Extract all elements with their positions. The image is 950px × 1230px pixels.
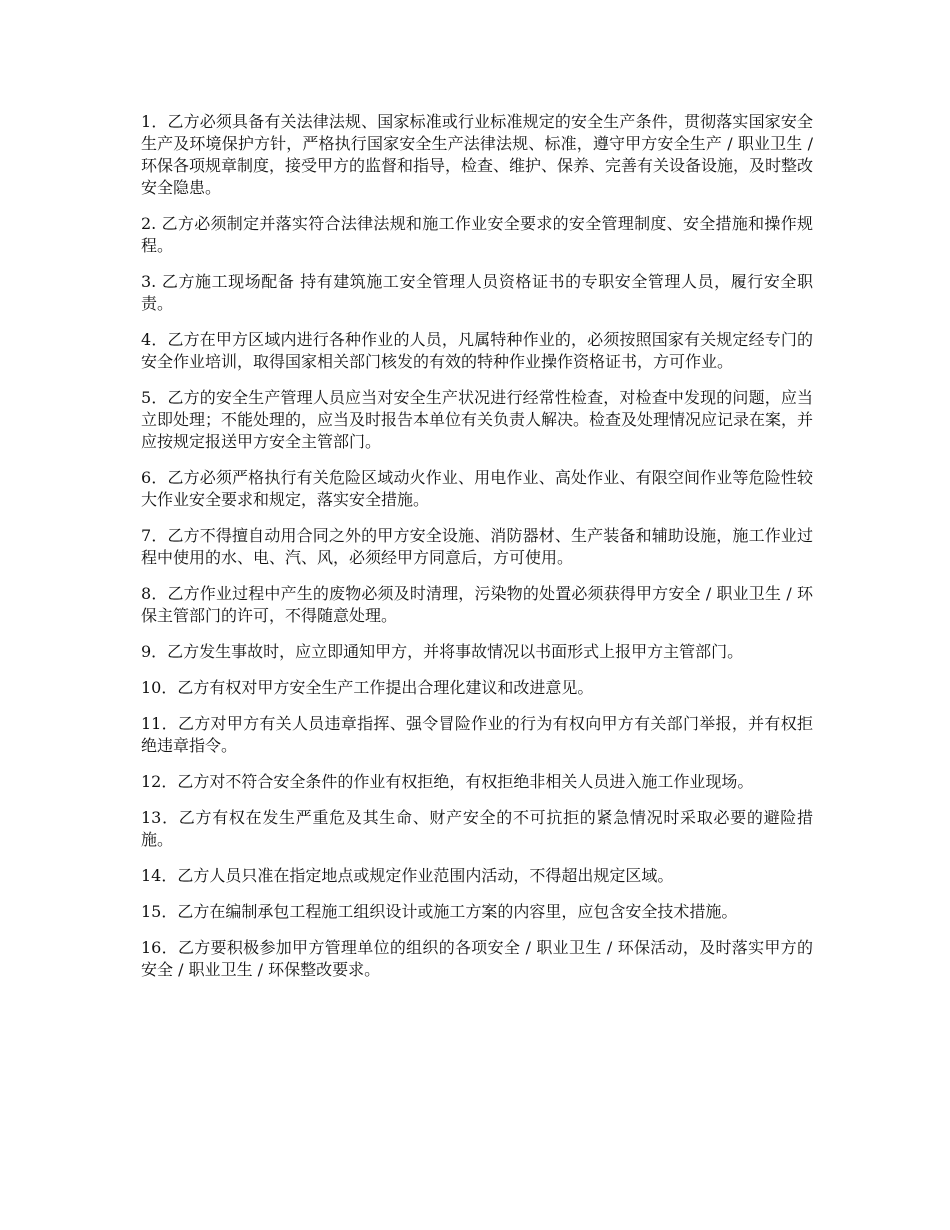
clause-12: 12．乙方对不符合安全条件的作业有权拒绝，有权拒绝非相关人员进入施工作业现场。 (141, 772, 754, 791)
clause-14: 14．乙方人员只准在指定地点或规定作业范围内活动，不得超出规定区域。 (141, 866, 674, 885)
clause-15: 15．乙方在编制承包工程施工组织设计或施工方案的内容里，应包含安全技术措施。 (141, 902, 738, 921)
clause-8: 8．乙方作业过程中产生的废物必须及时清理，污染物的处置必须获得甲方安全 / 职业卫生 / 环保主管部门的许可，不得随意处理。 (141, 584, 813, 625)
clause-9: 9．乙方发生事故时，应立即通知甲方，并将事故情况以书面形式上报甲方主管部门。 (141, 642, 744, 661)
clause-5: 5．乙方的安全生产管理人员应当对安全生产状况进行经常性检查，对检查中发现的问题，应当立即处理；不能处理的，应当及时报告本单位有关负责人解决。检查及处理情况应记录在案，并应按规定报送甲方安全主管部门。 (141, 388, 814, 451)
clause-6: 6．乙方必须严格执行有关危险区域动火作业、用电作业、高处作业、有限空间作业等危险性较大作业安全要求和规定，落实安全措施。 (141, 468, 813, 509)
clause-11: 11．乙方对甲方有关人员违章指挥、强令冒险作业的行为有权向甲方有关部门举报，并有权拒绝违章指令。 (141, 714, 813, 755)
clause-10: 10．乙方有权对甲方安全生产工作提出合理化建议和改进意见。 (141, 678, 594, 697)
clause-3: 3. 乙方施工现场配备 持有建筑施工安全管理人员资格证书的专职安全管理人员，履行安全职责。 (141, 272, 813, 313)
clause-13: 13．乙方有权在发生严重危及其生命、财产安全的不可抗拒的紧急情况时采取必要的避险措施。 (141, 808, 813, 849)
clause-7: 7．乙方不得擅自动用合同之外的甲方安全设施、消防器材、生产装备和辅助设施，施工作业过程中使用的水、电、汽、风，必须经甲方同意后，方可使用。 (141, 526, 813, 567)
clause-1: 1．乙方必须具备有关法律法规、国家标准或行业标准规定的安全生产条件，贯彻落实国家安全生产及环境保护方针，严格执行国家安全生产法律法规、标准，遵守甲方安全生产 / 职业卫生 / 环保各项规章制度，接受甲方的监督和指导，检查、维护、保养、完善有关设备设施，及时整改安全隐患。 (141, 112, 814, 197)
clause-2: 2. 乙方必须制定并落实符合法律法规和施工作业安全要求的安全管理制度、安全措施和操作规程。 (141, 214, 813, 255)
document-body (141, 111, 813, 981)
clause-4: 4．乙方在甲方区域内进行各种作业的人员，凡属特种作业的，必须按照国家有关规定经专门的安全作业培训，取得国家相关部门核发的有效的特种作业操作资格证书，方可作业。 (141, 330, 813, 371)
clause-16: 16．乙方要积极参加甲方管理单位的组织的各项安全 / 职业卫生 / 环保活动，及时落实甲方的安全 / 职业卫生 / 环保整改要求。 (141, 938, 813, 979)
